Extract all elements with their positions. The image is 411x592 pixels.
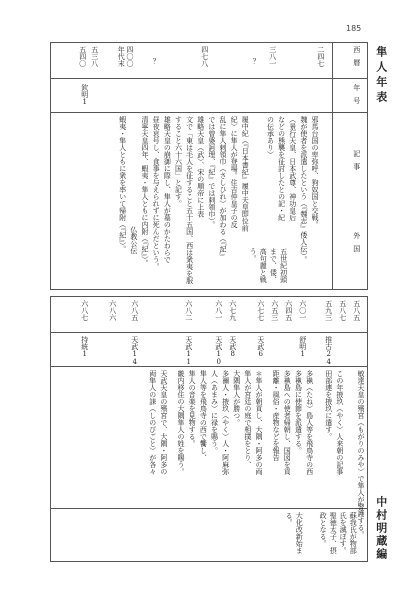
year-cell: 六〇一 xyxy=(298,300,307,321)
event-line: 天武天皇の殯宮で、大隅・阿多の xyxy=(159,370,168,475)
event-line: の伝承あり） xyxy=(266,116,275,158)
year-cell: 四〇〇 年代末 xyxy=(117,46,134,67)
foreign-note: 五世紀初頭まで、倭、高句麗と戦う。 xyxy=(249,248,288,283)
foreign-note: 大化改新始まる。 xyxy=(285,512,304,554)
event-line: 田部連を掖玖に遣す。 xyxy=(324,370,333,440)
event-line: などの熊襲を征討したとの記・紀 xyxy=(277,116,286,221)
year-cell: ？ xyxy=(248,58,257,65)
event-line: 邪馬台国の卑弥呼、狗奴国と交戦。 xyxy=(311,116,319,228)
event-line: では曾婆訶理、『紀』では刺領巾）。 xyxy=(207,116,216,228)
event-line: 蝦夷・隼人ともに衆を率いて帰附（『紀』）。 xyxy=(118,116,127,253)
year-cell: 六八六 xyxy=(108,300,117,321)
event-line: 敏達天皇の殯宮（もがりのみや）で隼人が警護する。 xyxy=(357,370,365,538)
year-cell: 三八一 xyxy=(268,46,277,67)
era-divider-bottom xyxy=(50,366,368,367)
event-line: 両隼人の誄（しのびごと）が各々 xyxy=(148,370,157,475)
foreign-note: 聖徳太子、摂政となる。 xyxy=(319,512,338,554)
era-cell: 天武11 xyxy=(184,336,193,366)
year-cell: 五九三 xyxy=(324,300,333,321)
year-cell: 二四七 xyxy=(316,46,325,67)
era-cell: 天武14 xyxy=(130,336,139,366)
header-year: 西暦 xyxy=(352,46,361,72)
column-divider-top xyxy=(332,42,333,290)
event-line: 多禰人・掖玖（やく）人・阿麻弥 xyxy=(221,370,230,475)
event-line: 多褹島への使者帰朝し、国図を貢 xyxy=(283,370,292,475)
event-line: ＊隼人が朝貢し、大隅・阿多の両 xyxy=(255,370,264,475)
event-line: すること六十六国」と記す。 xyxy=(174,116,183,207)
event-line: 隼人の音楽を見物する。 xyxy=(188,370,197,447)
event-line: 清寧天皇四年、蝦夷・隼人ともに内附（『紀』）。 xyxy=(141,116,150,267)
event-line: 雄略天皇（武）、宋の順帝に上表 xyxy=(196,116,205,218)
year-cell: 六四五 xyxy=(284,300,293,321)
event-line: 距離・風俗・産物などを報告 xyxy=(272,370,281,461)
header-foreign: 外国 xyxy=(352,232,361,258)
event-line: 紀）に隼人が登場。住吉仲皇子の反 xyxy=(230,116,239,228)
event-line: 多褹（たね）島人等を飛鳥寺の西 xyxy=(305,370,314,475)
event-line: 乱に隼人刺領巾（さしひれ）が加わる（『記』 xyxy=(219,116,228,260)
event-line: 文で「東は毛人を征すること五十五国、西は衆夷を服 xyxy=(185,116,194,284)
year-cell: 六八五 xyxy=(130,300,139,321)
header-era: 年号 xyxy=(352,84,361,110)
year-cell: 五八五 xyxy=(352,300,361,321)
era-divider-top xyxy=(50,112,368,113)
event-line: 畿内移住の大隅隼人の姓を賜う。 xyxy=(177,370,186,475)
header-divider-top xyxy=(50,78,368,79)
event-line: 隼人が宮廷の庭で相撲をとり、 xyxy=(243,370,252,468)
era-cell: 天武6 xyxy=(256,336,265,358)
era-cell: 天武8 xyxy=(228,336,237,358)
event-line: 履中紀（『日本書紀』履中天皇即位前 xyxy=(241,116,250,232)
page-title: 隼人年表 xyxy=(374,46,388,106)
event-line: 多褹島に使節を派遣する。 xyxy=(294,370,303,454)
page-number: 185 xyxy=(346,24,362,33)
header-events: 記事 xyxy=(352,150,361,176)
year-cell: 五四〇 xyxy=(78,46,87,67)
event-line: （景行天皇、日本武尊、神功皇后 xyxy=(288,116,297,221)
foreign-note: 蘇我氏が物部氏を滅ぼす。 xyxy=(339,512,358,554)
year-cell: 六七七 xyxy=(256,300,265,321)
era-cell: 欽明1 xyxy=(80,84,89,106)
year-cell: 六五三 xyxy=(270,300,279,321)
year-cell: 五三八 xyxy=(90,46,99,67)
era-cell: 推古24 xyxy=(324,336,333,366)
year-cell: 六八二 xyxy=(184,300,193,321)
era-cell: 持統1 xyxy=(80,336,89,358)
foreign-divider-bottom xyxy=(50,508,368,509)
event-line: 雄略天皇の崩御に際し、隼人が墓のかたわらで xyxy=(163,116,172,263)
header-divider-bottom xyxy=(50,332,368,333)
event-line: 昼夜哀号し、食事を与えられずに死んだという。 xyxy=(152,116,161,270)
era-cell: 舒明1 xyxy=(298,336,307,358)
event-line: 仏教公伝 xyxy=(129,226,138,254)
year-cell: 六七九 xyxy=(228,300,237,321)
year-cell: 五八七 xyxy=(338,300,347,321)
event-line: 大隅隼人が勝つ。 xyxy=(232,370,241,426)
year-cell: 六八七 xyxy=(80,300,89,321)
event-line: 魏が使者を派遣したという（『魏志』倭人伝）。 xyxy=(299,116,308,263)
era-cell: 天武10 xyxy=(214,336,223,366)
editor-name: 中村明蔵編 xyxy=(374,496,388,561)
event-line: 隼人等を飛鳥寺の西で饗し、 xyxy=(199,370,208,461)
year-cell: ？ xyxy=(148,58,157,65)
event-line: この年掖玖（やく）人来朝の記事 xyxy=(335,370,344,475)
year-cell: 四七八 xyxy=(200,46,209,67)
year-cell: 六八一 xyxy=(214,300,223,321)
event-line: 人（あまみ）に禄を賜う。 xyxy=(210,370,219,454)
